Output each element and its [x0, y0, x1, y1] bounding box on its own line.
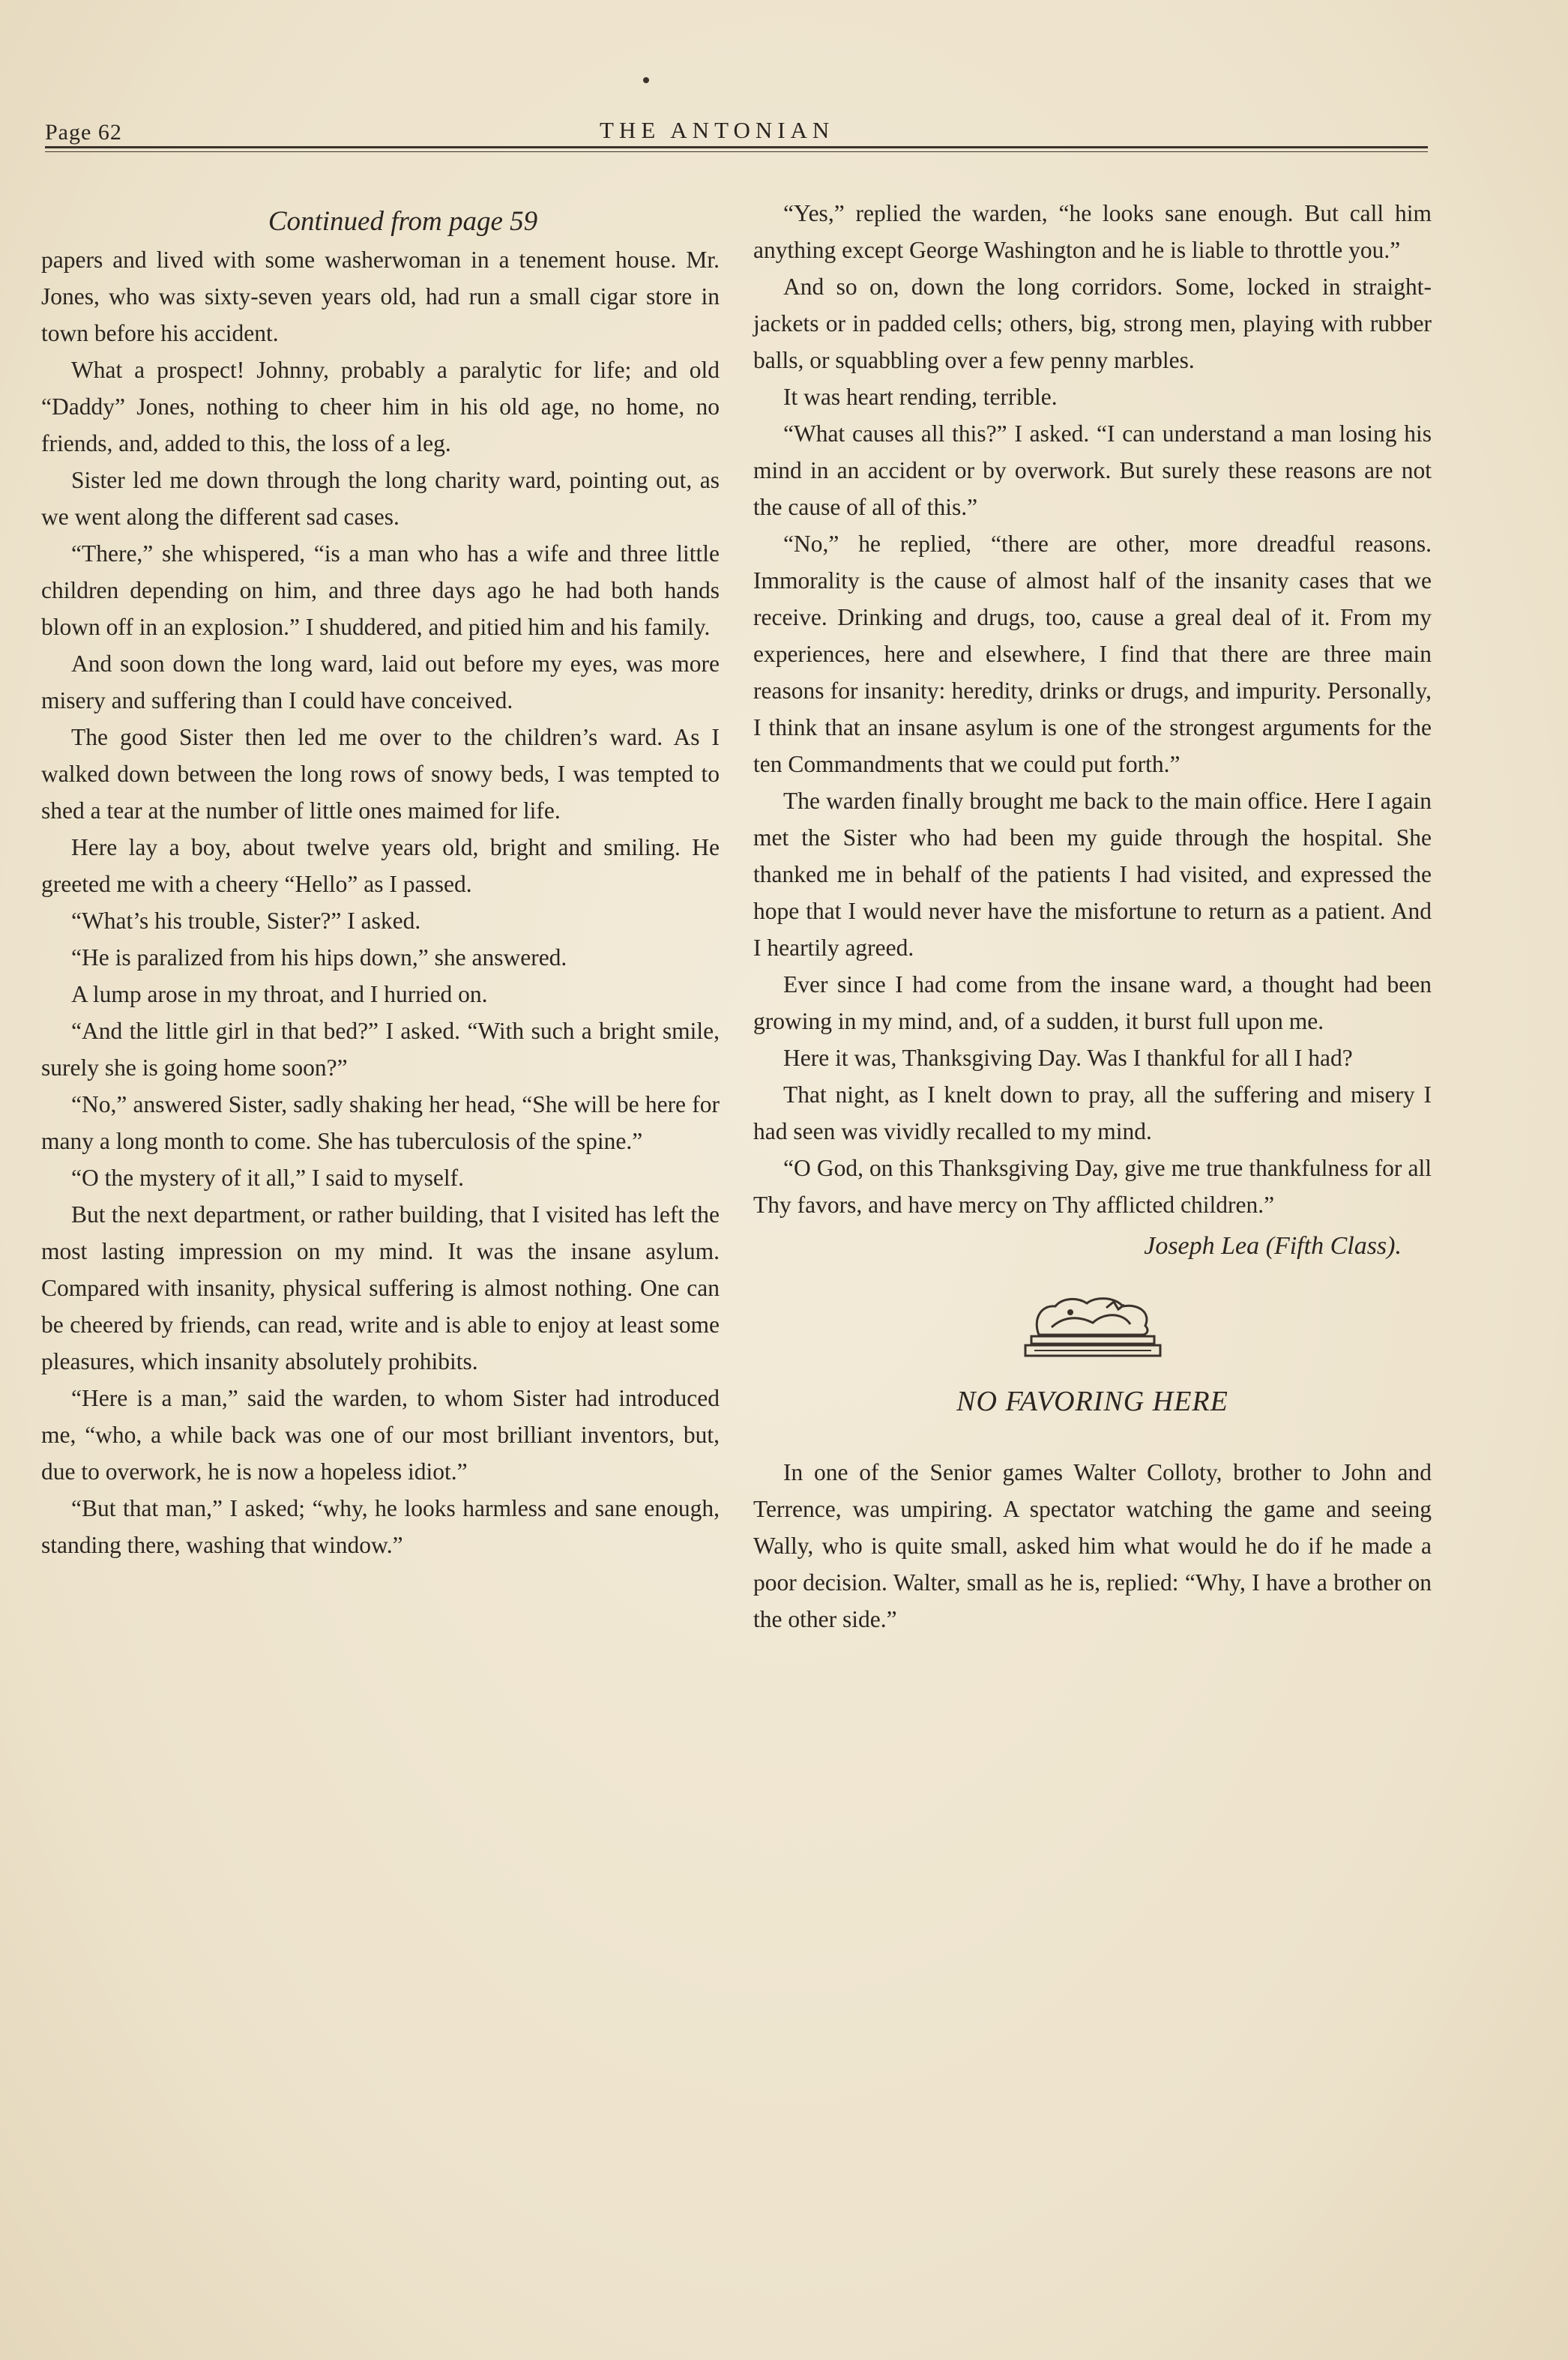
paragraph: Ever since I had come from the insane ward, a thought had been growing in my mind, and, of a sudden, it burst full upon me.: [753, 971, 1432, 1034]
header-rule-thick: [45, 146, 1428, 148]
paragraph: The good Sister then led me over to the children’s ward. As I walked down between the long rows of snowy beds, I was tempted to shed a tear at the number of little ones maimed for life.: [41, 724, 720, 824]
paragraph: What a prospect! Johnny, probably a paralytic for life; and old “Daddy” Jones, nothing to cheer him in his old age, no home, no friends, and, added to this, the loss of a leg.: [41, 357, 720, 456]
paragraph: papers and lived with some washerwoman in a tenement house. Mr. Jones, who was sixty-seven years old, had run a small cigar store in town before his accident.: [41, 247, 720, 346]
ink-speck: [643, 77, 649, 83]
paragraph: “But that man,” I asked; “why, he looks harmless and sane enough, standing there, washing that window.”: [41, 1495, 720, 1558]
page-number: Page 62: [45, 120, 122, 145]
paragraph: Here lay a boy, about twelve years old, bright and smiling. He greeted me with a cheery “Hello” as I passed.: [41, 834, 720, 897]
paragraph: “What causes all this?” I asked. “I can understand a man losing his mind in an accident or by overwork. But surely these reasons are not the cause of all of this.”: [753, 420, 1432, 520]
paragraph: But the next department, or rather building, that I visited has left the most lasting impression on my mind. It was the insane asylum. Compared with insanity, physical suffering is almost nothing. One can be cheered by friends, can read, write and is able to enjoy at least some pleasures, which insanity absolutely prohibits.: [41, 1201, 720, 1374]
paragraph: A lump arose in my throat, and I hurried on.: [71, 981, 488, 1007]
author-signature: Joseph Lea (Fifth Class).: [1144, 1232, 1402, 1260]
paragraph: “What’s his trouble, Sister?” I asked.: [71, 908, 421, 934]
paragraph: In one of the Senior games Walter Colloty, brother to John and Terrence, was umpiring. A spectator watching the game and seeing Wally, who is quite small, asked him what would he do if he made a poor decision. Walter, small as he is, replied: “Why, I have a brother on the other side.”: [753, 1459, 1432, 1632]
paragraph: Sister led me down through the long charity ward, pointing out, as we went along the different sad cases.: [41, 467, 720, 530]
paragraph: That night, as I knelt down to pray, all the suffering and misery I had seen was vividly recalled to my mind.: [753, 1081, 1432, 1144]
page-header: [45, 117, 1428, 150]
paragraph: The warden finally brought me back to the main office. Here I again met the Sister who had been my guide through the hospital. She thanked me in behalf of the patients I had visited, and expressed the hope that I would never have the misfortune to return as a patient. And I heartily agreed.: [753, 788, 1432, 961]
paragraph: “No,” answered Sister, sadly shaking her head, “She will be here for many a long month to come. She has tuberculosis of the spine.”: [41, 1091, 720, 1154]
ornament-icon: [1018, 1290, 1168, 1361]
paragraph: “Yes,” replied the warden, “he looks sane enough. But call him anything except George Washington and he is liable to throttle you.”: [753, 200, 1432, 263]
paragraph: “He is paralized from his hips down,” she answered.: [71, 944, 567, 971]
left-column: [41, 202, 720, 1563]
paragraph: Here it was, Thanksgiving Day. Was I thankful for all I had?: [783, 1045, 1353, 1071]
continued-note: Continued from page 59: [268, 206, 538, 237]
header-rule-thin: [45, 151, 1428, 152]
paragraph: “No,” he replied, “there are other, more dreadful reasons. Immorality is the cause of almost half of the insanity cases that we receive. Drinking and drugs, too, cause a greal deal of it. From my experiences, here and elsewhere, I find that there are three main reasons for insanity: heredity, drinks or drugs, and impurity. Personally, I think that an insane asylum is one of the strongest arguments for the ten Commandments that we could put forth.”: [753, 531, 1432, 777]
paragraph: “O the mystery of it all,” I said to myself.: [71, 1165, 464, 1191]
paragraph: And so on, down the long corridors. Some, locked in straight-jackets or in padded cells; others, big, strong men, playing with rubber balls, or squabbling over a few penny marbles.: [753, 274, 1432, 373]
paragraph: “There,” she whispered, “is a man who has a wife and three little children depending on him, and three days ago he had both hands blown off in an explosion.” I shuddered, and pitied him and his family.: [41, 540, 720, 640]
paragraph: “And the little girl in that bed?” I asked. “With such a bright smile, surely she is going home soon?”: [41, 1018, 720, 1081]
paragraph: “Here is a man,” said the warden, to whom Sister had introduced me, “who, a while back was one of our most brilliant inventors, but, due to overwork, he is now a hopeless idiot.”: [41, 1385, 720, 1485]
paragraph: “O God, on this Thanksgiving Day, give me true thankfulness for all Thy favors, and have mercy on Thy afflicted children.”: [753, 1155, 1432, 1218]
section-heading: NO FAVORING HERE: [956, 1386, 1228, 1417]
paragraph: And soon down the long ward, laid out before my eyes, was more misery and suffering than I could have conceived.: [41, 651, 720, 713]
right-column: [753, 195, 1432, 1638]
paragraph: It was heart rending, terrible.: [783, 384, 1058, 410]
masthead-title: THE ANTONIAN: [600, 117, 835, 143]
